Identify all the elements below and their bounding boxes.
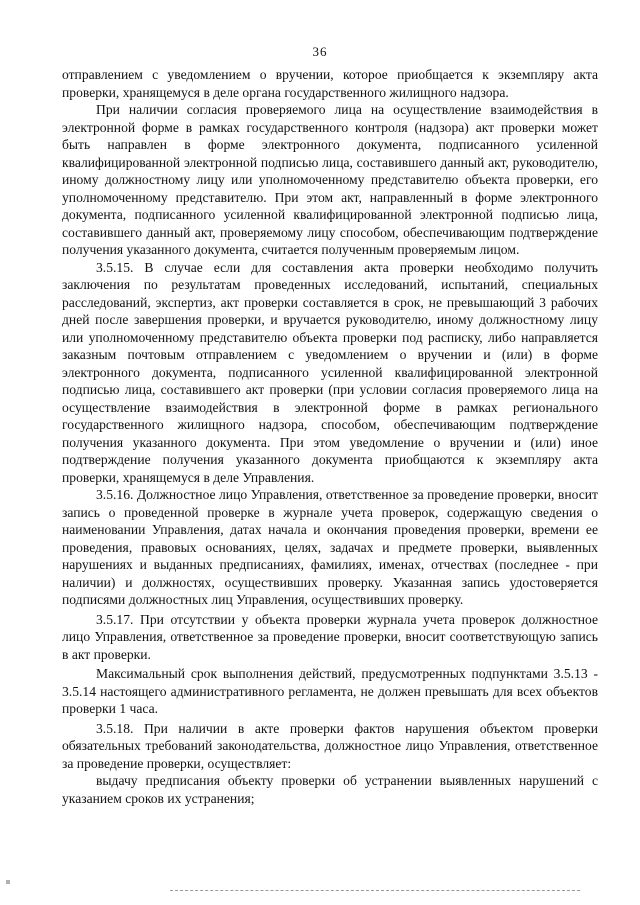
paragraph-3-5-17: 3.5.17. При отсутствии у объекта проверки журнала учета проверок должностное лицо Управления, ответственное за проведение проверки, вносит соответствующую запись в акт проверки.	[62, 611, 598, 662]
paragraph-3-5-15: 3.5.15. В случае если для составления акта проверки необходимо получить заключения по результатам проведенных исследований, испытаний, специальных расследований, экспертиз, акт проверки составляется в срок, не превышающий 3 рабочих дней после завершения проверки, и вручается руководителю, иному должностному лицу или уполномоченному представителю объекта проверки под расписку, либо направляется заказным почтовым отправлением с уведомлением о вручении и (или) в форме электронного документа, подписанного усиленной квалифицированной электронной подписью лица, составившего акт проверки (при условии согласия проверяемого лица на осуществление взаимодействия в электронной форме в рамках регионального государственного жилищного надзора, способом, обеспечивающим подтверждение получения указанного документа. При этом уведомление о вручении и (или) иное подтверждение получения указанного документа приобщаются к экземпляру акта проверки, хранящемуся в деле Управления.	[62, 259, 598, 485]
paragraph-continuation: отправлением с уведомлением о вручении, которое приобщается к экземпляру акта проверки, хранящемуся в деле органа государственного жилищного надзора.	[62, 67, 598, 100]
paragraph-prescription: выдачу предписания объекту проверки об устранении выявленных нарушений с указанием сроков их устранения;	[62, 773, 598, 806]
scan-artifact-line	[170, 890, 580, 891]
paragraph-max-term: Максимальный срок выполнения действий, предусмотренных подпунктами 3.5.13 - 3.5.14 настоящего административного регламента, не должен превышать для всех объектов проверки 1 часа.	[62, 666, 598, 716]
page-number: 36	[312, 44, 328, 59]
paragraph-3-5-16: 3.5.16. Должностное лицо Управления, ответственное за проведение проверки, вносит запись о проведенной проверке в журнале учета проверок, содержащую сведения о наименовании Управления, датах начала и окончания проведения проверки, времени ее проведения, правовых основаниях, целях, задачах и предмете проверки, выявленных нарушениях и выданных предписаниях, фамилиях, именах, отчествах (последнее - при наличии) и должностях, осуществивших проверку. Указанная запись удостоверяется подписями должностных лиц Управления, осуществивших проверку.	[62, 487, 598, 607]
paragraph-3-5-18: 3.5.18. При наличии в акте проверки фактов нарушения объектом проверки обязательных требований законодательства, должностное лицо Управления, ответственное за проведение проверки, осуществляет:	[62, 720, 598, 771]
scan-artifact-mark	[6, 880, 10, 884]
paragraph-electronic-act: При наличии согласия проверяемого лица на осуществление взаимодействия в электронной форме в рамках государственного контроля (надзора) акт проверки может быть направлен в форме электронного документа, подписанного усиленной квалифицированной электронной подписью лица, составившего данный акт, руководителю, иному должностному лицу или уполномоченному представителю объекта проверки, его уполномоченному представителю. При этом акт, направленный в форме электронного документа, подписанного усиленной квалифицированной электронной подписью лица, составившего данный акт, проверяемому лицу способом, обеспечивающим подтверждение получения указанного документа, считается полученным проверяемым лицом.	[62, 102, 598, 257]
document-body	[62, 66, 598, 807]
